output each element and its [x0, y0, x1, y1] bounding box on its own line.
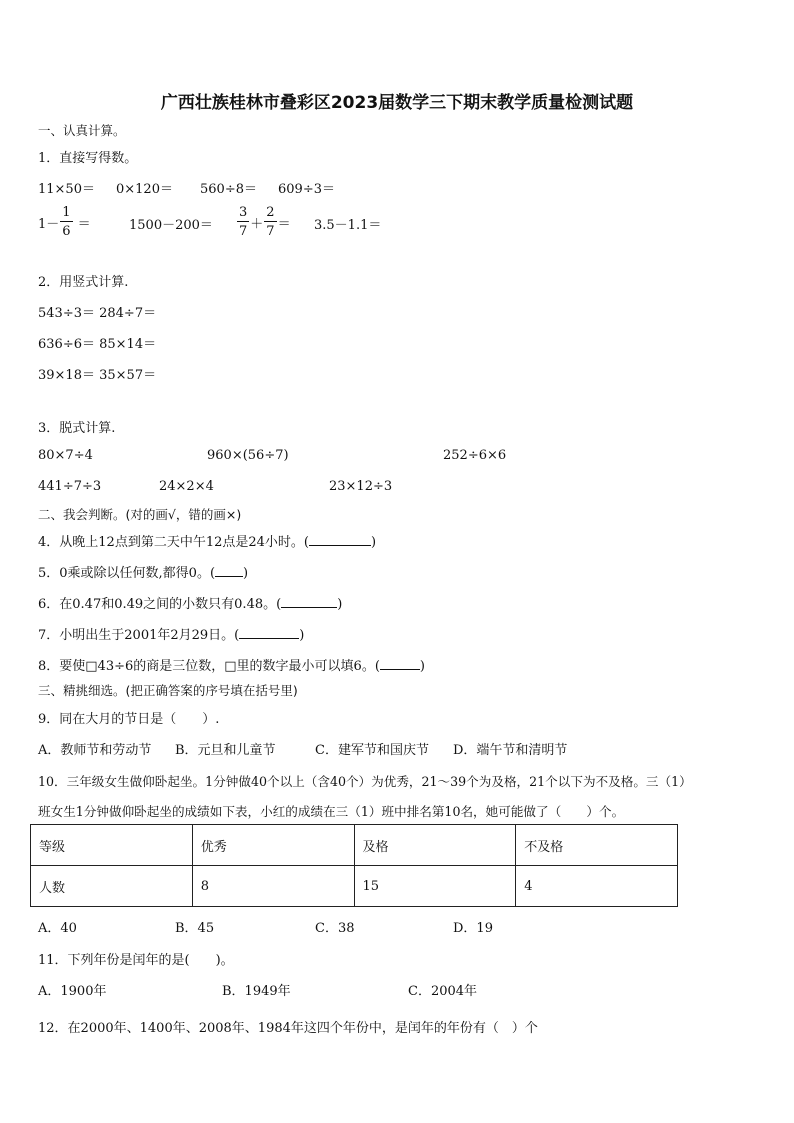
- q4-text: 4．从晚上12点到第二天中午12点是24小时。(: [38, 535, 309, 550]
- q2-label: 2．用竖式计算.: [38, 275, 129, 290]
- q1-item-5-fraction: [60, 206, 72, 238]
- q7: [38, 624, 304, 643]
- q3-item-6: 23×12÷3: [329, 479, 393, 494]
- table-row: [31, 825, 678, 866]
- q3-item-5: 24×2×4: [159, 479, 214, 494]
- q8-text: 8．要使□43÷6的商是三位数，□里的数字最小可以填6。(: [38, 659, 380, 674]
- fraction-numerator: 3: [239, 205, 248, 220]
- fraction-numerator: 1: [62, 205, 71, 220]
- q10-option-c[interactable]: C．38: [315, 921, 355, 936]
- q2-row-2: 636÷6＝ 85×14＝: [38, 337, 157, 352]
- q9-option-a[interactable]: A．教师节和劳动节: [38, 743, 152, 758]
- q1-item-4: 609÷3＝: [278, 182, 335, 197]
- q1-item-7: [236, 202, 291, 242]
- q4-close: ): [370, 535, 377, 550]
- grades-table: [30, 824, 678, 907]
- fraction-denominator: 7: [266, 224, 275, 239]
- section-1-heading: 一、认真计算。: [38, 123, 126, 138]
- q4-answer-blank[interactable]: [309, 533, 371, 546]
- q11-option-a[interactable]: A．1900年: [38, 984, 107, 999]
- q10-text-line-2: 班女生1分钟做仰卧起坐的成绩如下表，小红的成绩在三（1）班中排名第10名，她可能做了（ ）个。: [38, 804, 625, 819]
- q9-text: 9．同在大月的节日是（ ）.: [38, 712, 220, 727]
- q1-item-7-operator: ＋: [250, 216, 264, 232]
- q10-option-d[interactable]: D．19: [453, 921, 493, 936]
- section-2-heading: 二、我会判断。(对的画√，错的画×): [38, 507, 242, 522]
- q9-option-c[interactable]: C．建军节和国庆节: [315, 743, 429, 758]
- q7-answer-blank[interactable]: [239, 626, 299, 639]
- table-header-cell: 等级: [31, 825, 193, 866]
- table-row: [31, 866, 678, 907]
- q2-row-1: 543÷3＝ 284÷7＝: [38, 306, 157, 321]
- q11-text: 11．下列年份是闰年的是( )。: [38, 953, 234, 968]
- q1-label: 1．直接写得数。: [38, 151, 138, 166]
- q10-option-b[interactable]: B．45: [175, 921, 215, 936]
- q9-option-b[interactable]: B．元旦和儿童节: [175, 743, 276, 758]
- q10-text-line-1: 10．三年级女生做仰卧起坐。1分钟做40个以上（含40个）为优秀，21～39个为及格，21个以下为不及格。三（1）: [38, 774, 692, 789]
- q6-close: ): [337, 597, 343, 612]
- table-cell: 8: [192, 866, 354, 907]
- q3-item-2: 960×(56÷7): [207, 448, 289, 463]
- q10-option-a[interactable]: A．40: [38, 921, 77, 936]
- q8: [38, 655, 425, 674]
- q1-item-6: 1500－200＝: [129, 218, 213, 233]
- q7-text: 7．小明出生于2001年2月29日。(: [38, 628, 240, 643]
- q1-item-3: 560÷8＝: [200, 182, 257, 197]
- q1-item-7-fraction-a: [237, 206, 249, 238]
- q2-row-3: 39×18＝ 35×57＝: [38, 368, 157, 383]
- q1-item-7-suffix: ＝: [277, 216, 291, 232]
- table-header-cell: 不及格: [516, 825, 678, 866]
- table-header-cell: 及格: [354, 825, 516, 866]
- q1-item-8: 3.5－1.1＝: [314, 218, 382, 233]
- q6-answer-blank[interactable]: [281, 595, 337, 608]
- q11-option-c[interactable]: C．2004年: [408, 984, 478, 999]
- q5-close: ): [243, 566, 249, 581]
- q8-answer-blank[interactable]: [380, 657, 420, 670]
- q5-answer-blank[interactable]: [215, 564, 243, 577]
- table-cell: 4: [516, 866, 678, 907]
- q1-item-2: 0×120＝: [116, 182, 173, 197]
- q1-item-5-suffix: ＝: [77, 216, 91, 232]
- q3-label: 3．脱式计算.: [38, 421, 116, 436]
- q8-close: ): [419, 659, 425, 674]
- q6: [38, 593, 342, 612]
- q1-item-5: [38, 202, 91, 242]
- table-header-cell: 优秀: [192, 825, 354, 866]
- section-3-heading: 三、精挑细选。(把正确答案的序号填在括号里): [38, 683, 298, 698]
- table-cell: 15: [354, 866, 516, 907]
- q1-item-7-fraction-b: [264, 206, 276, 238]
- q6-text: 6．在0.47和0.49之间的小数只有0.48。(: [38, 597, 282, 612]
- fraction-denominator: 7: [239, 224, 248, 239]
- q3-item-3: 252÷6×6: [443, 448, 507, 463]
- q5: [38, 562, 248, 581]
- q11-option-b[interactable]: B．1949年: [222, 984, 291, 999]
- q1-item-1: 11×50＝: [38, 182, 95, 197]
- q7-close: ): [299, 628, 305, 643]
- fraction-numerator: 2: [266, 205, 275, 220]
- q9-option-d[interactable]: D．端午节和清明节: [453, 743, 568, 758]
- q12-text: 12．在2000年、1400年、2008年、1984年这四个年份中，是闰年的年份有（ ）个: [38, 1021, 538, 1036]
- page-title: 广西壮族桂林市叠彩区2023届数学三下期末教学质量检测试题: [160, 93, 634, 113]
- table-cell: 人数: [31, 866, 193, 907]
- q4: [38, 531, 376, 550]
- q5-text: 5．0乘或除以任何数,都得0。(: [38, 566, 216, 581]
- q1-item-5-prefix: 1－: [38, 216, 60, 232]
- fraction-denominator: 6: [62, 224, 71, 239]
- q3-item-1: 80×7÷4: [38, 448, 93, 463]
- q3-item-4: 441÷7÷3: [38, 479, 102, 494]
